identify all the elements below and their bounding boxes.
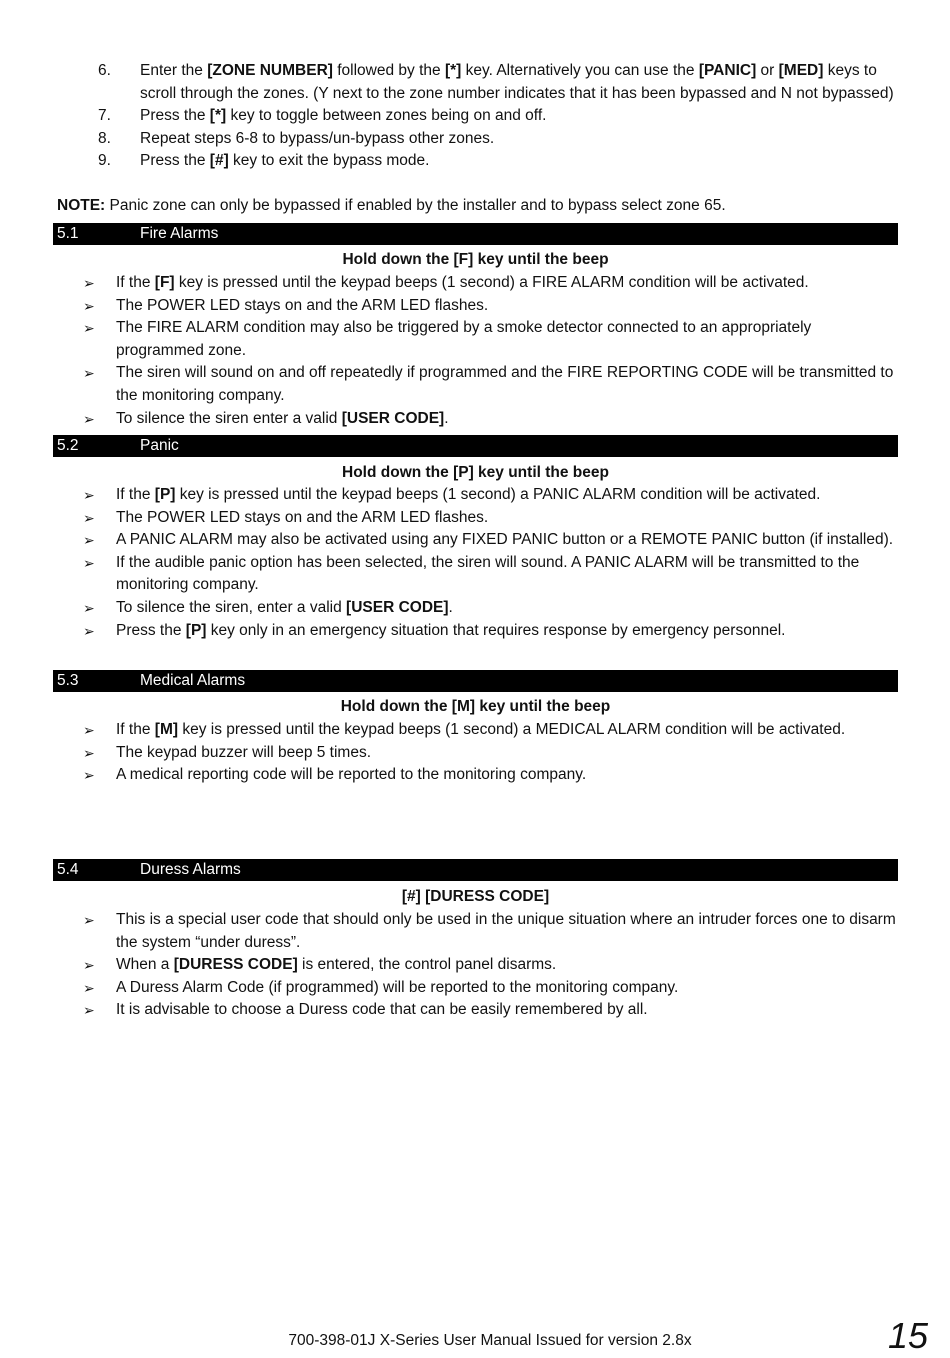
arrow-bullet-icon: ➢ [83,957,95,974]
footer-document-id: 700-398-01J X-Series User Manual Issued for version 2.8x [288,1332,692,1349]
text-run: key. Alternatively you can use the [461,62,699,79]
arrow-bullet-icon: ➢ [83,297,95,314]
arrow-bullet-icon: ➢ [83,722,95,738]
panic-instruction: Hold down the [P] key until the beep [342,464,609,481]
bold-text: [USER CODE] [346,598,449,616]
text-run: followed by the [332,62,445,79]
list-item [0,954,950,977]
section-number: 5.4 [57,861,79,878]
step-number: 9. [98,152,111,170]
section-number: 5.1 [57,225,79,242]
list-item [0,60,950,105]
text-run: When a [116,956,174,974]
arrow-bullet-icon: ➢ [83,1002,95,1019]
section-header-panic [53,435,898,457]
arrow-bullet-icon: ➢ [83,275,95,291]
duress-alarms-instruction: [#] [DURESS CODE] [401,888,550,905]
text-run: keys to scroll through the zones. (Y next to the zone number indicates that it has been bypassed and N not bypassed) [140,62,894,102]
section-header-medical-alarms [53,670,898,692]
text-run: . [448,598,453,616]
text-run: key is pressed until the keypad beeps (1 second) a PANIC ALARM condition will be activated. [175,486,821,503]
text-run: key is pressed until the keypad beeps (1 second) a MEDICAL ALARM condition will be activated. [178,721,846,738]
step-number: 8. [98,129,111,147]
text-run: Press the [140,152,210,170]
bold-text: [*] [209,107,227,125]
text-run: If the [116,274,155,291]
text-run: A PANIC ALARM may also be activated using any FIXED PANIC button or a REMOTE PANIC button (if installed). [116,531,894,549]
section-title: Duress Alarms [140,861,241,878]
text-run: Enter the [140,62,208,79]
bold-text: [MED] [778,62,824,79]
text-run: Press the [140,107,210,125]
text-run: . [444,409,449,427]
text-run: key only in an emergency situation that requires response by emergency personnel. [206,621,786,639]
arrow-bullet-icon: ➢ [83,912,95,928]
list-item [0,620,950,643]
medical-alarms-instruction: Hold down the [M] key until the beep [340,698,611,715]
text-run: To silence the siren enter a valid [116,409,342,427]
text-run: key to toggle between zones being on and off. [226,107,547,125]
bypass-steps-list [0,60,950,173]
list-item [0,529,950,552]
text-run: key is pressed until the keypad beeps (1 second) a FIRE ALARM condition will be activated. [174,274,809,291]
arrow-bullet-icon: ➢ [83,320,95,337]
bold-text: [M] [154,721,179,738]
text-run: Repeat steps 6-8 to bypass/un-bypass other zones. [140,129,495,147]
text-run: A medical reporting code will be reported to the monitoring company. [116,766,587,784]
list-item [0,507,950,530]
list-item [0,999,950,1022]
text-run: is entered, the control panel disarms. [297,956,557,974]
list-item [0,150,950,173]
list-item [0,317,950,362]
arrow-bullet-icon: ➢ [83,509,95,526]
text-run: Press the [116,621,186,639]
section-number: 5.3 [57,672,79,689]
list-item [0,362,950,407]
arrow-bullet-icon: ➢ [83,554,95,571]
list-item [0,909,950,954]
section-title: Panic [140,437,179,454]
panic-bullets [0,484,950,642]
list-item [0,128,950,151]
step-number: 7. [98,107,111,125]
list-item [0,272,950,295]
text-run: The siren will sound on and off repeatedly if programmed and the FIRE REPORTING CODE will be transmitted to the monitoring company. [116,364,894,404]
fire-alarms-bullets [0,272,950,430]
text-run: The POWER LED stays on and the ARM LED flashes. [116,508,489,526]
text-run: This is a special user code that should only be used in the unique situation where an intruder forces one to disarm the system “under duress”. [116,911,896,951]
arrow-bullet-icon: ➢ [83,979,95,996]
list-item [0,408,950,431]
bold-text: [P] [154,486,176,503]
fire-alarms-instruction: Hold down the [F] key until the beep [342,251,609,268]
arrow-bullet-icon: ➢ [83,410,95,427]
section-number: 5.2 [57,437,79,454]
list-item [0,105,950,128]
arrow-bullet-icon: ➢ [83,532,95,549]
list-item [0,597,950,620]
section-title: Fire Alarms [140,225,219,242]
bold-text: [ZONE NUMBER] [207,62,333,79]
text-run: To silence the siren, enter a valid [116,598,347,616]
text-run: The FIRE ALARM condition may also be triggered by a smoke detector connected to an appropriately programmed zone. [116,319,812,359]
page-number: 15 [887,1315,928,1356]
text-run: If the [116,486,155,503]
text-run: If the audible panic option has been selected, the siren will sound. A PANIC ALARM will be transmitted to the monitoring company. [116,553,860,594]
arrow-bullet-icon: ➢ [83,365,95,382]
section-header-duress-alarms [53,859,898,881]
note-label: NOTE: [57,197,106,214]
bold-text: [PANIC] [698,62,757,79]
text-run: The POWER LED stays on and the ARM LED flashes. [116,296,489,314]
text-run: It is advisable to choose a Duress code that can be easily remembered by all. [116,1001,648,1019]
text-run: The keypad buzzer will beep 5 times. [116,743,372,761]
bold-text: [USER CODE] [341,409,445,427]
bold-text: [DURESS CODE] [173,956,298,974]
note [57,195,917,218]
text-run: If the [116,721,155,738]
arrow-bullet-icon: ➢ [83,767,95,784]
note-text: Panic zone can only be bypassed if enabled by the installer and to bypass select zone 65. [105,197,726,214]
medical-alarms-bullets [0,719,950,787]
section-title: Medical Alarms [140,672,246,689]
text-run: key to exit the bypass mode. [228,152,430,170]
list-item [0,742,950,765]
list-item [0,295,950,318]
step-number: 6. [98,62,111,79]
list-item [0,719,950,742]
list-item [0,764,950,787]
duress-alarms-bullets [0,909,950,1022]
arrow-bullet-icon: ➢ [83,599,95,616]
list-item [0,552,950,597]
bold-text: [*] [444,62,462,79]
list-item [0,484,950,507]
arrow-bullet-icon: ➢ [83,744,95,761]
list-item [0,977,950,1000]
section-header-fire-alarms [53,223,898,245]
bold-text: [F] [154,274,175,291]
bold-text: [P] [185,621,207,639]
bold-text: [#] [209,152,229,170]
arrow-bullet-icon: ➢ [83,487,95,503]
text-run: or [756,62,779,79]
text-run: A Duress Alarm Code (if programmed) will be reported to the monitoring company. [116,978,679,996]
arrow-bullet-icon: ➢ [83,622,95,639]
